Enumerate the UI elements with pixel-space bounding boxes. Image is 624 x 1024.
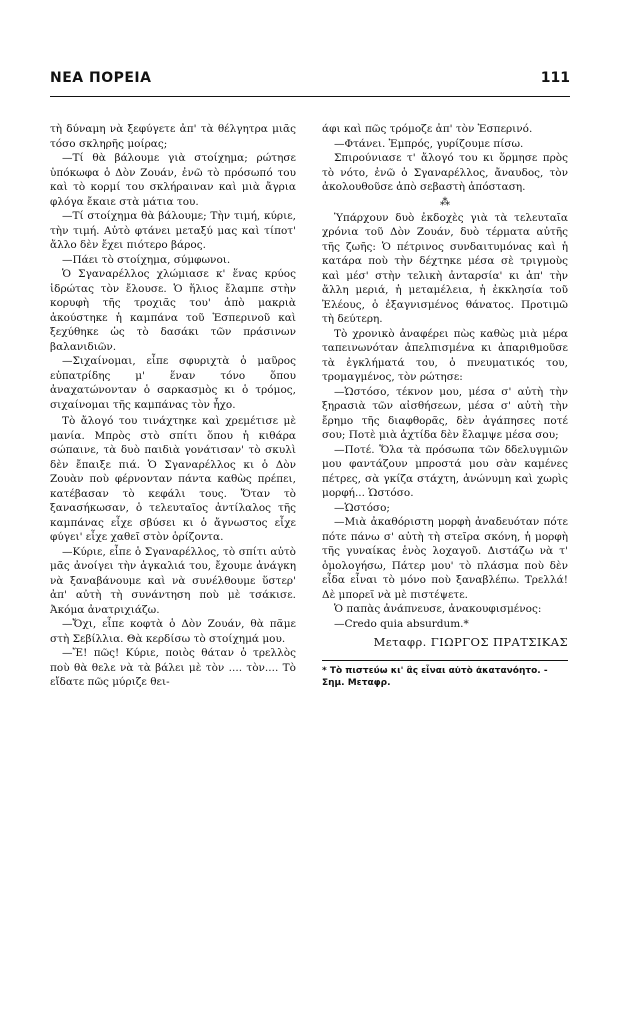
page-number: 111 xyxy=(540,70,570,86)
paragraph: Ὑπάρχουν δυὸ ἐκδοχὲς γιὰ τὰ τελευταῖα χρόνια τοῦ Δὸν Ζουάν, δυὸ τέρματα αὐτῆς τῆς ζωῆς: Ὁ πέτρινος συνδαιτυμόνας καὶ ἡ κατάρα ποὺ τὴν δέχτηκε μέσα σὲ τριγμοὺς καὶ μέσ' στὴν τελικὴ ἀνταρσία' κι ἀπ' τὴν ἄλλη μεριά, ἡ μεταμέλεια, ἡ ἐκκλησία τοῦ Ἐλέους, ὁ ἐξαγνισμένος θάνατος. Προτιμῶ τὴ δεύτερη. xyxy=(322,211,568,325)
paragraph: Τὸ ἄλογό του τινάχτηκε καὶ χρεμέτισε μὲ μανία. Μπρὸς στὸ σπίτι ὅπου ἡ κιθάρα σώπαινε, τὰ δυὸ παιδιὰ γονάτισαν' τὸ σκυλὶ δὲν ἔπαιξε πιά. Ὁ Σγαναρέλλος κι ὁ Δὸν Ζουὰν ποὺ φέρνονταν πάντα καθὼς πρέπει, κατέβασαν τὸ κεφάλι τους. Ὅταν τὸ ξανασήκωσαν, ὁ τελευταῖος ἀντίλαλος τῆς καμπάνας εἶχε σβύσει κι ὁ ἄγνωστος εἶχε φύγει' εἶχε χαθεῖ στὸν ὁρίζοντα. xyxy=(50,415,296,543)
paragraph: —Φτάνει. Ἐμπρός, γυρίζουμε πίσω. xyxy=(334,137,524,150)
paragraph: Σπιρούνιασε τ' ἄλογό του κι ὅρμησε πρὸς τὸ νότο, ἐνῶ ὁ Σγαναρέλλος, ἄναυδος, τὸν ἀκολουθοῦσε ἀπὸ σεβαστὴ ἀπόσταση. xyxy=(322,152,568,193)
translator-credit: Μεταφρ. ΓΙΩΡΓΟΣ ΠΡΑΤΣΙΚΑΣ xyxy=(373,635,568,649)
paragraph: άφι καὶ πῶς τρόμοζε ἀπ' τὸν Ἑσπερινό. xyxy=(322,123,533,135)
footnote: * Τὸ πιστεύω κι' ἂς εἶναι αὐτὸ ἀκατανόητο. - Σημ. Μεταφρ. xyxy=(322,665,548,688)
paragraph: —Τί θὰ βάλουμε γιὰ στοίχημα; ρώτησε ὑπόκωφα ὁ Δὸν Ζουάν, ἐνῶ τὸ πρόσωπό του καὶ τὸ κορμί του σκλήραιναν καὶ μιὰ ἄγρια φλόγα ἔκαιε στὰ μάτια του. xyxy=(50,152,296,208)
paragraph: —Ἔ! πῶς! Κύριε, ποιὸς θάταν ὁ τρελλὸς ποὺ θὰ θελε νὰ τὰ βάλει μὲ τὸν .... τὸν.... Τὸ εἴδατε πῶς μύριζε θει- xyxy=(50,647,296,688)
paragraph: Τὸ χρονικὸ ἀναφέρει πὼς καθὼς μιὰ μέρα ταπεινωνόταν ἀπελπισμένα κι ἀπαριθμοῦσε τὰ ἐγκλήματά του, ὁ πνευματικός του, τρομαγμένος, τὸν ρώτησε: xyxy=(322,327,568,383)
journal-title: ΝΕΑ ΠΟΡΕΙΑ xyxy=(50,70,152,86)
paragraph: —Ὡστόσο; xyxy=(334,501,390,514)
footnote-rule xyxy=(322,660,568,661)
paragraph: —Μιὰ ἀκαθόριστη μορφὴ ἀναδευόταν πότε πότε πάνω σ' αὐτὴ τὴ στεῖρα σκόνη, ἡ μορφὴ τῆς γυναίκας ἑνὸς λοχαγοῦ. Διστάζω νὰ τ' ὁμολογήσω, Πάτερ μου' τὸ πλάσμα ποὺ δὲν εἶδα εἶναι τὸ μόνο ποὺ ξαναβλέπω. Τρελλά! Δὲ μπορεῖ νὰ μὲ πιστέψετε. xyxy=(322,516,568,601)
paragraph: τὴ δύναμη νὰ ξεφύγετε ἀπ' τὰ θέλγητρα μιᾶς τόσο σκληρῆς μοίρας; xyxy=(50,123,296,150)
paragraph: Ὁ παπὰς ἀνάπνευσε, ἀνακουφισμένος: xyxy=(334,603,542,615)
section-break-asterism: ⁂ xyxy=(440,196,450,208)
paragraph: —Κύριε, εἶπε ὁ Σγαναρέλλος, τὸ σπίτι αὐτὸ μᾶς ἀνοίγει τὴν ἀγκαλιά του, ἔχουμε ἀνάγκη νὰ ξαναβάνουμε καὶ νὰ συνέλθουμε ὕστερ' ἀπ' αὐτὴ τὴ συνάντηση ποὺ μὲ τσάκισε. Ἀκόμα ἀνατριχιάζω. xyxy=(50,545,296,616)
header-rule xyxy=(50,96,570,97)
right-column xyxy=(322,122,568,689)
paragraph: —Credo quia absurdum.* xyxy=(334,617,469,630)
paragraph: —Ὡστόσο, τέκνον μου, μέσα σ' αὐτὴ τὴν ξηρασιὰ τῶν αἰσθήσεων, μέσα σ' αὐτὴ τὴν ἔρημο τῆς διαφθορᾶς, δὲν ἀγάπησες ποτέ σου; Ποτὲ μιὰ ἀχτίδα δὲν ἔλαμψε μέσα σου; xyxy=(322,385,568,441)
paragraph: —Πάει τὸ στοίχημα, σύμφωνοι. xyxy=(62,253,231,266)
running-header xyxy=(50,70,570,92)
paragraph: —Ὄχι, εἶπε κοφτὰ ὁ Δὸν Ζουάν, θὰ πᾶμε στὴ Σεβίλλια. Θὰ κερδίσω τὸ στοίχημά μου. xyxy=(50,618,296,645)
paragraph: Ὁ Σγαναρέλλος χλώμιασε κ' ἕνας κρύος ἱδρώτας τὸν ἔλουσε. Ὁ ἥλιος ἔλαμπε στὴν κορυφὴ τῆς τροχιᾶς του' ἀπὸ μακριὰ ἀκούστηκε ἡ καμπάνα τοῦ Ἑσπερινοῦ καὶ ξεχύθηκε ὡς τὸ δασάκι τῶν πράσινων βαλανιδιῶν. xyxy=(50,268,296,353)
paragraph: —Ποτέ. Ὅλα τὰ πρόσωπα τῶν δδελυγμιῶν μου φαντάζουν μπροστά μου σὰν καμένες πέτρες, σὰ γκίζα στάχτη, ἀνώνυμη καὶ χωρὶς μορφή... Ὡστόσο. xyxy=(322,443,568,499)
left-column xyxy=(50,122,296,690)
paragraph: —Σιχαίνομαι, εἶπε σφυριχτὰ ὁ μαῦρος εὐπατρίδης μ' ἕναν τόνο ὅπου ἀναχατώνονταν ὁ σαρκασμὸς κι ὁ τρόμος, σιχαίνομαι τῆς καμπάνας τὸν ἦχο. xyxy=(50,355,296,411)
paragraph: —Τί στοίχημα θὰ βάλουμε; Τὴν τιμή, κύριε, τὴν τιμή. Αὐτὸ φτάνει μεταξύ μας καὶ τίποτ' ἄλλο δὲν ἔχει πιότερο βάρος. xyxy=(50,210,296,251)
